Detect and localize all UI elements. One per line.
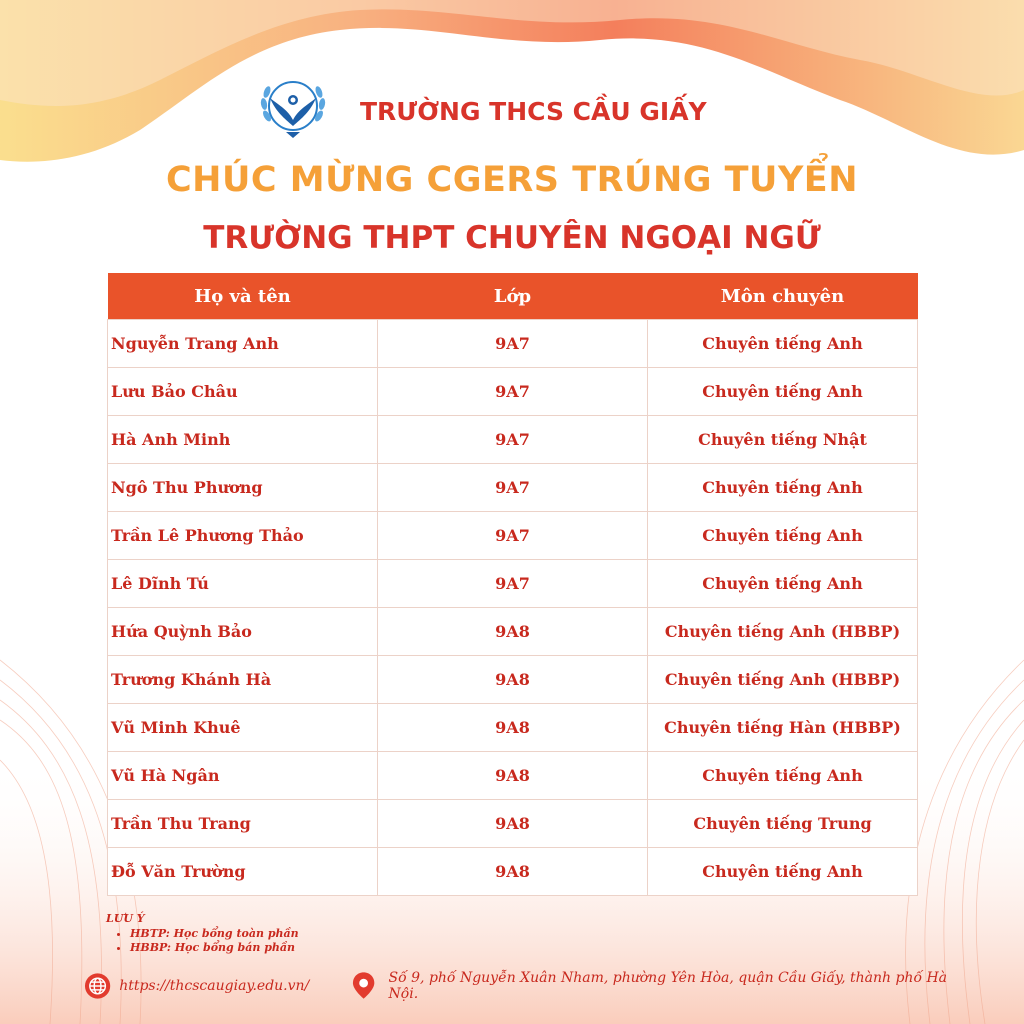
student-subject: Chuyên tiếng Anh [648,560,918,608]
student-name: Hà Anh Minh [108,416,378,464]
table-row [108,560,918,608]
student-subject: Chuyên tiếng Hàn (HBBP) [648,704,918,752]
note-item: • HBTP: Học bổng toàn phần [130,927,299,941]
table-row [108,368,918,416]
column-header-class: Lớp [378,273,648,320]
table-row [108,752,918,800]
header [258,76,707,146]
column-header-subject: Môn chuyên [648,273,918,320]
school-name: TRƯỜNG THCS CẦU GIẤY [360,96,707,126]
student-class: 9A7 [378,368,648,416]
student-subject: Chuyên tiếng Anh [648,512,918,560]
location-pin-icon [351,971,376,1001]
page-title: CHÚC MỪNG CGERS TRÚNG TUYỂN [165,160,858,200]
student-subject: Chuyên tiếng Anh [648,848,918,896]
student-class: 9A7 [378,416,648,464]
student-subject: Chuyên tiếng Trung [648,800,918,848]
student-class: 9A8 [378,704,648,752]
student-class: 9A8 [378,848,648,896]
student-name: Trần Lê Phương Thảo [108,512,378,560]
student-subject: Chuyên tiếng Anh [648,464,918,512]
student-class: 9A8 [378,656,648,704]
address-text: Số 9, phố Nguyễn Xuân Nham, phường Yên Hòa, quận Cầu Giấy, thành phố Hà Nội. [388,970,948,1002]
table-row [108,704,918,752]
table-row [108,512,918,560]
student-name: Lê Dĩnh Tú [108,560,378,608]
results-table [107,273,918,896]
student-class: 9A7 [378,560,648,608]
student-name: Trương Khánh Hà [108,656,378,704]
student-subject: Chuyên tiếng Anh [648,320,918,368]
table-header-row [108,273,918,320]
notes-section [106,912,299,955]
notes-heading: LƯU Ý [106,912,145,925]
student-name: Nguyễn Trang Anh [108,320,378,368]
footer [84,970,964,1002]
student-name: Lưu Bảo Châu [108,368,378,416]
school-emblem-icon [258,76,328,146]
student-subject: Chuyên tiếng Anh (HBBP) [648,656,918,704]
student-name: Hứa Quỳnh Bảo [108,608,378,656]
student-name: Vũ Minh Khuê [108,704,378,752]
page-subtitle: TRƯỜNG THPT CHUYÊN NGOẠI NGỮ [203,220,821,256]
student-subject: Chuyên tiếng Nhật [648,416,918,464]
table-row [108,416,918,464]
table-row [108,848,918,896]
student-class: 9A7 [378,464,648,512]
table-row [108,656,918,704]
student-subject: Chuyên tiếng Anh [648,752,918,800]
student-name: Vũ Hà Ngân [108,752,378,800]
table-row [108,320,918,368]
student-class: 9A7 [378,512,648,560]
column-header-name: Họ và tên [108,273,378,320]
student-class: 9A7 [378,320,648,368]
student-class: 9A8 [378,752,648,800]
student-class: 9A8 [378,608,648,656]
table-row [108,800,918,848]
note-item: • HBBP: Học bổng bán phần [130,941,299,955]
notes-list [106,927,299,955]
student-subject: Chuyên tiếng Anh [648,368,918,416]
table-row [108,464,918,512]
student-name: Đỗ Văn Trường [108,848,378,896]
globe-icon [84,972,111,1000]
website-link[interactable]: https://thcscaugiay.edu.vn/ [119,978,310,994]
table-row [108,608,918,656]
student-name: Ngô Thu Phương [108,464,378,512]
student-class: 9A8 [378,800,648,848]
student-subject: Chuyên tiếng Anh (HBBP) [648,608,918,656]
student-name: Trần Thu Trang [108,800,378,848]
